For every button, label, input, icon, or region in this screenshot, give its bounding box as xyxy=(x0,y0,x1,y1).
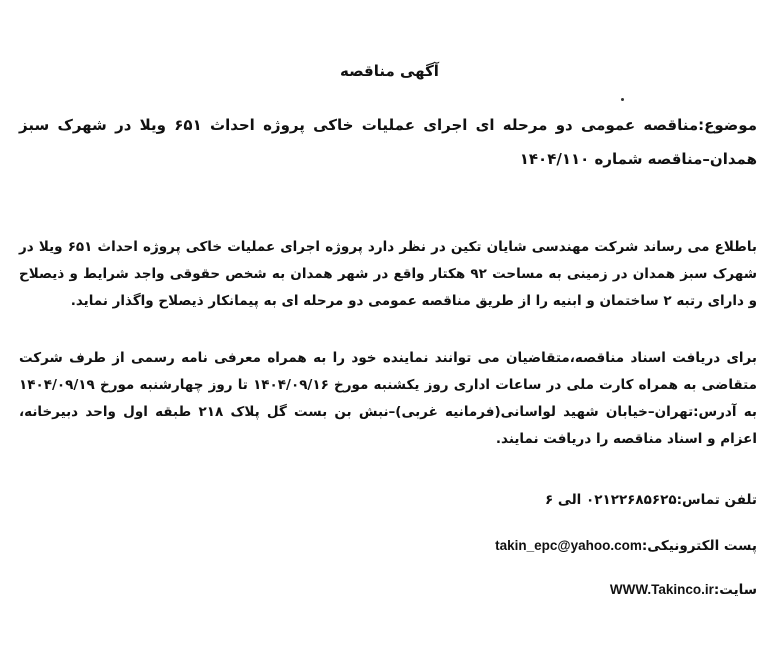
notice-subject: موضوع:مناقصه عمومی دو مرحله ای اجرای عملیات خاکی پروژه احداث ۶۵۱ ویلا در شهرک سبز همدان–مناقصه شماره ۱۴۰۴/۱۱۰ xyxy=(19,116,757,168)
notice-paragraph-documents: برای دریافت اسناد مناقصه،متقاضیان می توانند نماینده خود را به همراه معرفی نامه رسمی از طرف شرکت متقاضی به همراه کارت ملی در ساعات اداری روز یکشنبه مورخ ۱۴۰۴/۰۹/۱۶ تا روز چهارشنبه مورخ ۱۴۰۴/۰۹/۱۹ به آدرس:تهران–خیابان شهید لواسانی(فرمانیه غربی)–نبش بن بست گل پلاک ۲۱۸ طبقه اول واحد دبیرخانه، اعزام و اسناد مناقصه را دریافت نمایند. xyxy=(19,350,757,447)
contact-email-line xyxy=(495,538,757,554)
website-value[interactable]: WWW.Takinco.ir xyxy=(609,582,714,597)
email-value[interactable]: takin_epc@yahoo.com xyxy=(495,538,642,553)
email-label: پست الکترونیکی: xyxy=(641,538,757,554)
ink-speck xyxy=(621,98,624,101)
contact-website-line xyxy=(610,582,757,598)
website-label: سایت: xyxy=(713,582,757,598)
phone-label: تلفن تماس: xyxy=(676,492,757,508)
contact-phone-line xyxy=(545,492,757,508)
phone-value: ۰۲۱۲۲۶۸۵۶۲۵ الی ۶ xyxy=(544,492,677,508)
notice-paragraph-announcement: باطلاع می رساند شرکت مهندسی شایان تکین در نظر دارد پروژه اجرای عملیات خاکی پروژه احداث ۶۵۱ ویلا در شهرک سبز همدان در زمینی به مساحت ۹۲ هکتار واقع در شهر همدان به شخص حقوقی واجد شرایط و ذیصلاح و دارای رتبه ۲ ساختمان و ابنیه را از طریق مناقصه عمومی دو مرحله ای به پیمانکار ذیصلاح واگذار نماید. xyxy=(19,239,757,309)
notice-title: آگهی مناقصه xyxy=(340,62,439,80)
